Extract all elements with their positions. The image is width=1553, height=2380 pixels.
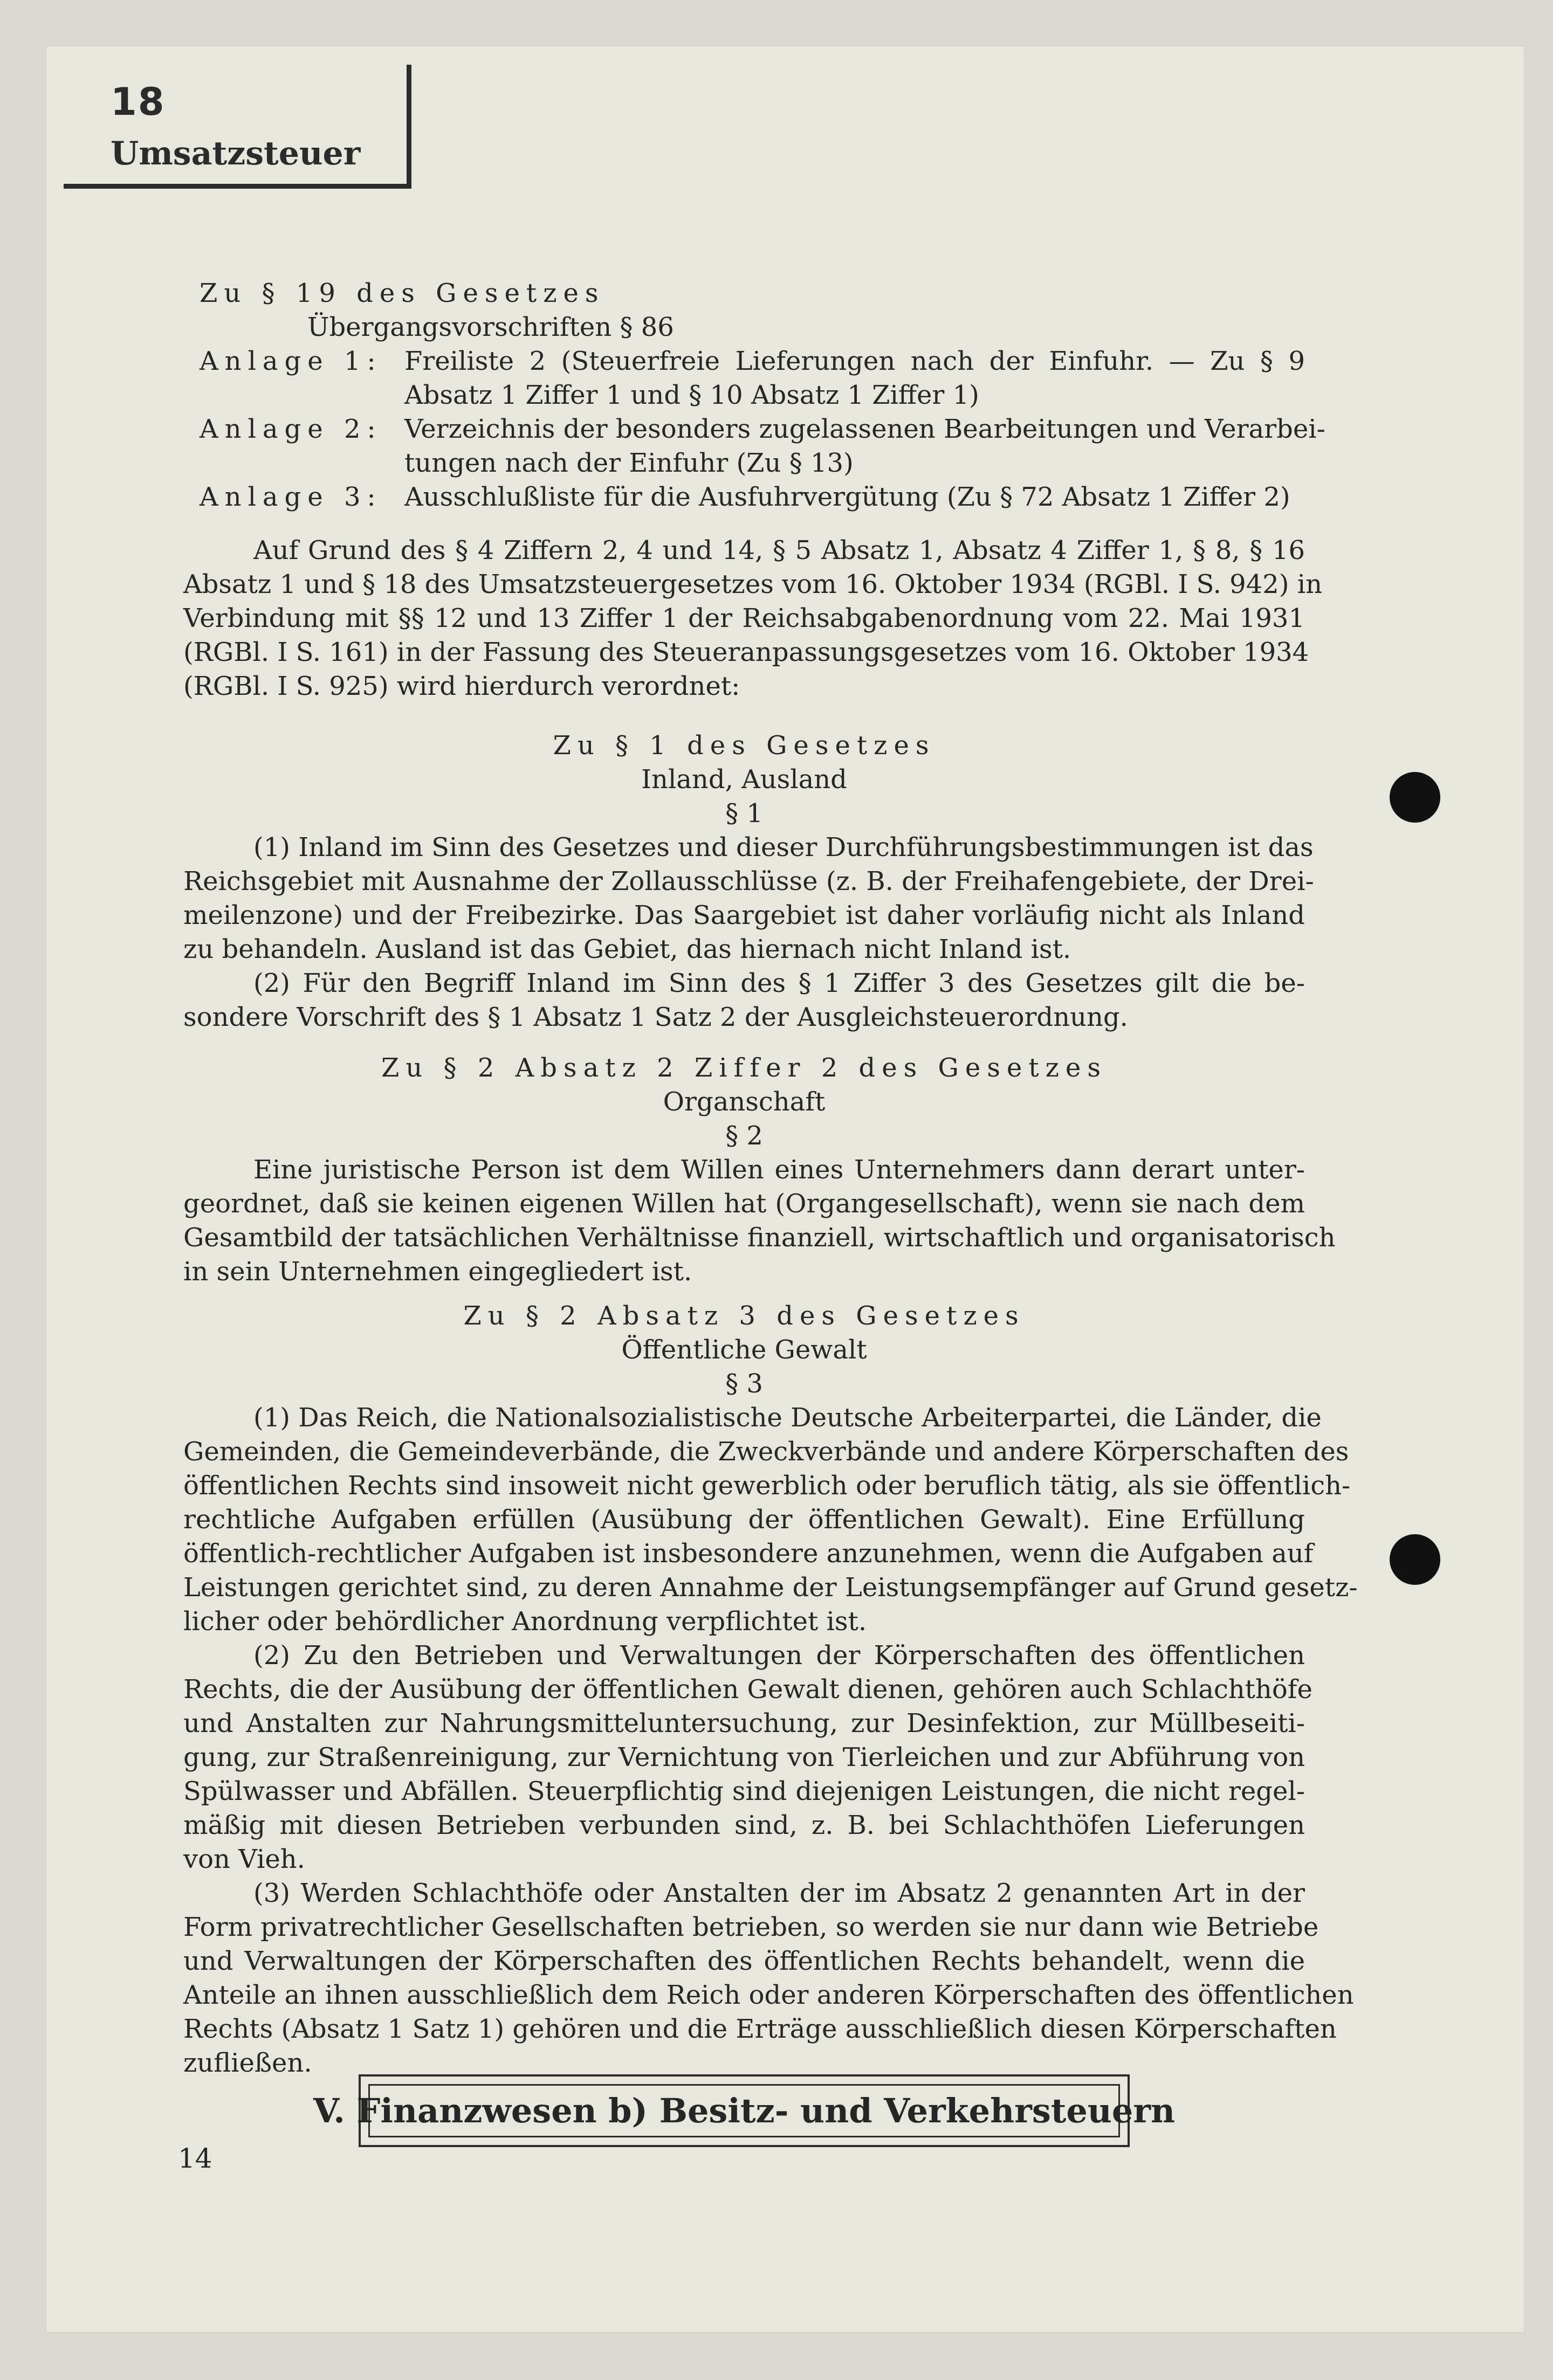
attachment-3 (200, 480, 1305, 514)
body-line: (2) Für den Begriff Inland im Sinn des § 1 Ziffer 3 des Gesetzes gilt die be- (253, 968, 1305, 998)
body-line: und Verwaltungen der Körperschaften des öffentlichen Rechts behandelt, wenn die (183, 1946, 1305, 1976)
header-number: 18 (111, 80, 166, 124)
attachment-2 (200, 412, 1325, 446)
attachment-label: Anlage 2: (200, 414, 382, 444)
body-line: rechtliche Aufgaben erfüllen (Ausübung der öffentlichen Gewalt). Eine Erfüllung (183, 1505, 1305, 1535)
body-line: öffentlich-rechtlicher Aufgaben ist insbesondere anzunehmen, wenn die Aufgaben auf (183, 1539, 1314, 1569)
intro-heading: Zu § 19 des Gesetzes (200, 278, 605, 308)
paragraph-number: § 2 (725, 1121, 763, 1151)
preamble (183, 534, 1323, 703)
section-3 (183, 1299, 1358, 2080)
punch-hole-upper (1390, 772, 1440, 823)
body-line: geordnet, daß sie keinen eigenen Willen hat (Organgesellschaft), wenn sie nach dem (183, 1189, 1305, 1219)
section-1 (183, 729, 1314, 1034)
body-line: Eine juristische Person ist dem Willen eines Unternehmers dann derart unter- (253, 1155, 1305, 1185)
body-line: von Vieh. (183, 1844, 305, 1874)
body-line: licher oder behördlicher Anordnung verpflichtet ist. (183, 1606, 867, 1637)
body-line: Form privatrechtlicher Gesellschaften betrieben, so werden sie nur dann wie Betriebe (183, 1912, 1319, 1942)
section-footer-label: V. Finanzwesen b) Besitz- und Verkehrsteuern (368, 2084, 1120, 2137)
header-title: Umsatzsteuer (111, 135, 361, 173)
section-heading: Zu § 2 Absatz 3 des Gesetzes (463, 1301, 1025, 1331)
attachment-text: Freiliste 2 (Steuerfreie Lieferungen nach der Einfuhr. — Zu § 9 (404, 346, 1305, 376)
section-title: Öffentliche Gewalt (621, 1335, 867, 1365)
body-line: (2) Zu den Betrieben und Verwaltungen der Körperschaften des öffentlichen (253, 1640, 1305, 1671)
body-line: (1) Inland im Sinn des Gesetzes und dieser Durchführungsbestimmungen ist das (253, 832, 1314, 863)
page-number: 14 (178, 2143, 212, 2174)
attachment-text: Verzeichnis der besonders zugelassenen Bearbeitungen und Verarbei- (404, 414, 1325, 444)
body-line: (1) Das Reich, die Nationalsozialistische Deutsche Arbeiterpartei, die Länder, die (253, 1403, 1322, 1433)
body-line: gung, zur Straßenreinigung, zur Vernichtung von Tierleichen und zur Abführung von (183, 1742, 1305, 1772)
preamble-line: (RGBl. I S. 925) wird hierdurch verordnet: (183, 671, 740, 701)
body-line: Reichsgebiet mit Ausnahme der Zollausschlüsse (z. B. der Freihafengebiete, der Drei- (183, 866, 1314, 896)
body-line: Rechts, die der Ausübung der öffentlichen Gewalt dienen, gehören auch Schlachthöfe (183, 1674, 1313, 1705)
body-line: Anteile an ihnen ausschließlich dem Reich oder anderen Körperschaften des öffentlichen (183, 1980, 1354, 2010)
body-line: und Anstalten zur Nahrungsmitteluntersuchung, zur Desinfektion, zur Müllbeseiti- (183, 1708, 1305, 1739)
section-title: Organschaft (663, 1087, 826, 1117)
body-line: zufließen. (183, 2048, 312, 2078)
body-line: Spülwasser und Abfällen. Steuerpflichtig sind diejenigen Leistungen, die nicht regel- (183, 1776, 1305, 1806)
section-footer-box (313, 2074, 1176, 2147)
body-line: Rechts (Absatz 1 Satz 1) gehören und die Erträge ausschließlich diesen Körperschaften (183, 2014, 1337, 2044)
body-line: mäßig mit diesen Betrieben verbunden sind, z. B. bei Schlachthöfen Lieferungen (183, 1810, 1305, 1840)
paragraph-number: § 3 (725, 1369, 763, 1399)
section-2 (183, 1051, 1336, 1289)
preamble-line: Auf Grund des § 4 Ziffern 2, 4 und 14, § 5 Absatz 1, Absatz 4 Ziffer 1, § 8, § 16 (253, 535, 1305, 565)
section-title: Inland, Ausland (641, 764, 847, 795)
body-line: zu behandeln. Ausland ist das Gebiet, das hiernach nicht Inland ist. (183, 934, 1071, 964)
body-line: (3) Werden Schlachthöfe oder Anstalten der im Absatz 2 genannten Art in der (253, 1878, 1305, 1908)
body-line: meilenzone) und der Freibezirke. Das Saargebiet ist daher vorläufig nicht als Inland (183, 900, 1305, 930)
preamble-line: Absatz 1 und § 18 des Umsatzsteuergesetzes vom 16. Oktober 1934 (RGBl. I S. 942) in (183, 569, 1323, 599)
preamble-line: Verbindung mit §§ 12 und 13 Ziffer 1 der Reichsabgabenordnung vom 22. Mai 1931 (183, 603, 1305, 633)
paragraph-number: § 1 (725, 798, 763, 829)
body-line: in sein Unternehmen eingegliedert ist. (183, 1257, 692, 1287)
body-line: öffentlichen Rechts sind insoweit nicht gewerblich oder beruflich tätig, als sie öffentlich- (183, 1471, 1351, 1501)
body-line: Gemeinden, die Gemeindeverbände, die Zweckverbände und andere Körperschaften des (183, 1437, 1349, 1467)
preamble-line: (RGBl. I S. 161) in der Fassung des Steueranpassungsgesetzes vom 16. Oktober 1934 (183, 637, 1309, 667)
attachment-text: Ausschlußliste für die Ausfuhrvergütung (Zu § 72 Absatz 1 Ziffer 2) (404, 482, 1290, 512)
body-line: sondere Vorschrift des § 1 Absatz 1 Satz 2 der Ausgleichsteuerordnung. (183, 1002, 1128, 1032)
attachment-label: Anlage 1: (200, 346, 382, 376)
intro-block (200, 277, 1325, 514)
body-line: Leistungen gerichtet sind, zu deren Annahme der Leistungsempfänger auf Grund gesetz- (183, 1572, 1358, 1603)
section-heading: Zu § 1 des Gesetzes (553, 730, 936, 761)
attachment-text: tungen nach der Einfuhr (Zu § 13) (404, 448, 854, 478)
intro-subheading: Übergangsvorschriften § 86 (307, 312, 674, 342)
punch-hole-lower (1390, 1534, 1440, 1585)
body-line: Gesamtbild der tatsächlichen Verhältnisse finanziell, wirtschaftlich und organisatorisch (183, 1223, 1336, 1253)
attachment-label: Anlage 3: (200, 482, 382, 512)
attachment-text: Absatz 1 Ziffer 1 und § 10 Absatz 1 Ziffer 1) (404, 380, 979, 410)
attachment-1 (200, 344, 1305, 378)
section-heading: Zu § 2 Absatz 2 Ziffer 2 des Gesetzes (381, 1053, 1107, 1083)
